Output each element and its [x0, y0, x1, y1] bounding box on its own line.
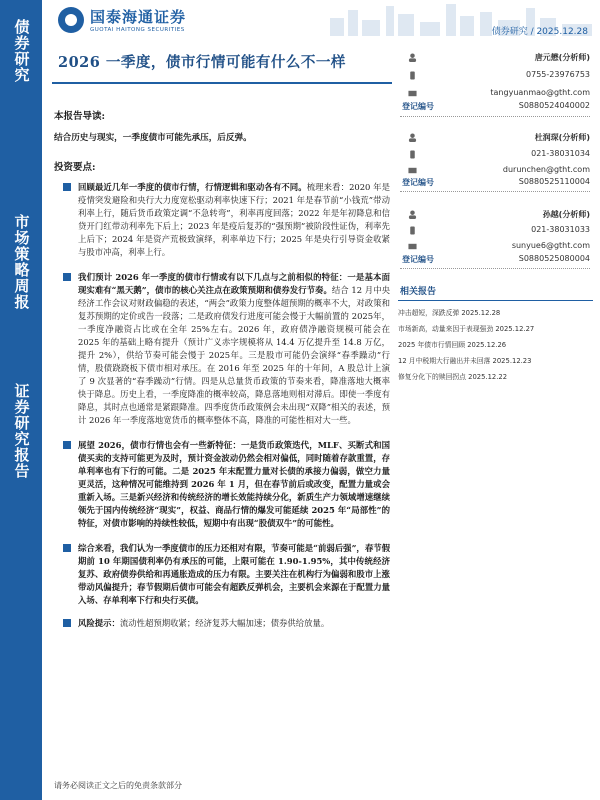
paragraph-body: 梳理来看：2020 年是疫情突发避险和央行大力度宽松驱动利率快速下行；2021 年是春节前“小钱荒”带动利率上行，随后货币政策定调“不急转弯”，利率再度回落；2022 年是年初降息和信贷开门红带动利率先下后上；2023 年是疫后复苏的“强预期”被阶段性证伪，利率先上后下；2024 年是资产荒极致演绎，利率单边下行；2025 年是央行引导资金收紧与股市冲高，利率上行。: [78, 182, 390, 257]
related-report-link[interactable]: 12 月中税期大行融出并未回落 2025.12.23: [398, 357, 532, 365]
logo-name-cn: 国泰海通证券: [90, 8, 187, 26]
bullet-square-icon: [63, 441, 71, 449]
analyst-name: 唐元懋(分析师): [534, 53, 590, 62]
lead-heading: 本报告导读:: [54, 111, 106, 122]
person-icon: [408, 53, 417, 62]
bullet-square-icon: [63, 273, 71, 281]
points-heading: 投资要点:: [54, 162, 96, 173]
bullet-square-icon: [63, 619, 71, 627]
key-point-paragraph: [54, 439, 390, 530]
paragraph-body: 流动性超预期收紧；经济复苏大幅加速；债券供给放量。: [119, 618, 330, 628]
analyst-separator: [400, 116, 590, 117]
paragraph-body: 结合 12 月中央经济工作会议对财政偏稳的表述，“两会”政策力度整体超预期的概率不大，对政策和复苏预期的定价或告一段落；二是政府债发行进度可能会慢于大幅前置的 2025年，一季度净融资占比或在全年 25%左右。2026 年，政府债净融资规模可能会在 2025 年的基础上略有提升（预计广义赤字规模将从 14.4 万亿提升至 14.8 万亿，提升 2%），供给节奏可能会慢于 2025年。三是股市可能仍会演绎“春季躁动”行情，股债跷跷板下债市相对承压。在 2016 年至 2025 年的十年间，A 股总计上演了 9 次显著的“春季躁动”行情。四是从总量货币政策的节奏来看，降准落地大概率快于降息。历史上看，一季度降准的概率较高，降息落地则相对滞后。即使一季度有降息，其时点也通常是紧跟降准。四季度货币政策例会未出现“双降”相关的表述，预计 2026 年一季度落地宽货币的概率整体不高，降准的可能性相对大一些。: [78, 285, 390, 425]
bullet-square-icon: [63, 183, 71, 191]
related-report-link[interactable]: 2025 年债市行情回顾 2025.12.26: [398, 341, 507, 349]
person-icon: [408, 133, 417, 142]
analyst-separator: [400, 191, 590, 192]
title-divider: [52, 82, 392, 84]
email-icon: [408, 166, 417, 175]
key-point-paragraph: [54, 542, 390, 607]
band-label-bottom: 证券研究报告: [12, 383, 31, 479]
related-reports: [398, 284, 593, 381]
phone-icon: [408, 150, 417, 159]
key-point-paragraph: [54, 181, 390, 259]
analyst-email: sunyue6@gtht.com: [511, 241, 590, 250]
registration-number: S0880525080004: [518, 254, 590, 263]
email-icon: [408, 242, 417, 251]
paragraph-lead: 回顾最近几年一季度的债市行情，行情逻辑和驱动各有不同。: [78, 182, 307, 192]
logo-name-en: GUOTAI HAITONG SECURITIES: [90, 27, 185, 33]
registration-number: S0880524040002: [518, 101, 590, 110]
email-icon: [408, 89, 417, 98]
analyst-phone: 0755-23976753: [526, 70, 590, 79]
registration-number: S0880525110004: [518, 177, 590, 186]
analyst-email: durunchen@gtht.com: [502, 165, 590, 174]
related-report-link[interactable]: 修复分化下的赎回拐点 2025.12.22: [398, 373, 508, 381]
analyst-phone: 021-38031033: [531, 225, 590, 234]
analyst-separator: [400, 268, 590, 269]
registration-label: 登记编号: [402, 178, 434, 187]
related-report-link[interactable]: 市场新高，动量来因于表现强劲 2025.12.27: [398, 325, 535, 333]
paragraph-lead: 风险提示：: [78, 618, 120, 628]
analyst-email: tangyuanmao@gtht.com: [490, 88, 590, 97]
phone-icon: [408, 226, 417, 235]
paragraph-lead: 展望 2026，债市行情也会有一些新特征：一是货币政策迭代，MLF、买断式和国债买卖的支持可能更为及时，预计资金波动仍然会相对偏低，同时随着存款重置，存单利率也有下行的可能。二是 2025 年末配置力量对长债的承接力偏弱，做空力量更灵活，这种情况可能维持到 2026 年 1 月，但在春节前后或改变，配置力量或会重新入场。三是新兴经济和传统经济的增长效能持续分化，新质生产力领域增速继续领先于国内传统经济“现实”，权益、商品行情的爆发可能延续 2025 年“局部性”的特征，对债市影响的持续性较低，短期中有出现“股债双牛”的可能性。: [78, 440, 390, 528]
bullet-square-icon: [63, 544, 71, 552]
logo-mark-icon: [58, 7, 84, 33]
person-icon: [408, 210, 417, 219]
paragraph-lead: 综合来看，我们认为一季度债市的压力还相对有限，节奏可能是“前弱后强”，春节假期前 10 年期国债利率仍有承压的可能，上限可能在 1.90-1.95%，其中传统经济复苏、政府债券供给和再通胀造成的压力有限。主要关注在机构行为偏弱和股市上涨带动风偏提升；春节假期后债市可能会有超跌反弹机会，主要机会来源在于配置力量入场、存单利率下行和央行买债。: [78, 543, 390, 605]
disclaimer-footer: 请务必阅读正文之后的免责条款部分: [54, 781, 182, 790]
related-reports-title: 相关报告: [398, 284, 593, 301]
band-label-middle: 市场策略周报: [12, 214, 31, 310]
key-point-paragraph: [54, 271, 390, 427]
risk-paragraph: [54, 617, 390, 630]
band-label-top: 债券研究: [12, 19, 31, 83]
category-date: 债券研究 / 2025.12.28: [491, 27, 588, 37]
lead-text: 结合历史与现实，一季度债市可能先承压，后反弹。: [54, 133, 252, 143]
main-content: [54, 108, 390, 630]
phone-icon: [408, 71, 417, 80]
company-logo: [58, 6, 186, 33]
analyst-name: 孙越(分析师): [542, 210, 590, 219]
registration-label: 登记编号: [402, 255, 434, 264]
registration-label: 登记编号: [402, 102, 434, 111]
analyst-phone: 021-38031034: [531, 149, 590, 158]
paragraph-lead: 我们预计 2026 年一季度的债市行情或有以下几点与之前相似的特征：一是基本面现实难有“黑天鹅”，债市的核心关注点在政策预期和债券发行节奏。: [78, 272, 390, 295]
related-report-link[interactable]: 冲击超短，深跌反弹 2025.12.28: [398, 309, 501, 317]
report-title: 2026 一季度，债市行情可能有什么不一样: [58, 54, 346, 71]
analyst-name: 杜润琛(分析师): [534, 133, 590, 142]
